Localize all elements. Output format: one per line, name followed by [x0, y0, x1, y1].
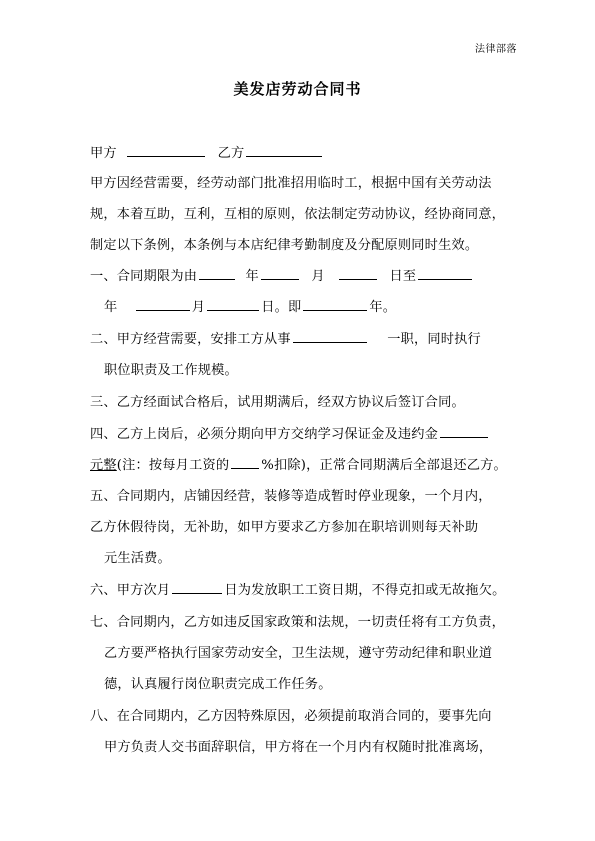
clause-5-line-2: 乙方休假待岗，无补助，如甲方要求乙方参加在职培训则每天补助 — [90, 520, 479, 535]
clause-8-line-2: 甲方负责人交书面辞职信，甲方将在一个月内有权随时批准离场， — [104, 740, 493, 755]
clause-4-blank-amount — [440, 425, 488, 438]
clause-7-line-3: 德，认真履行岗位职责完成工作任务。 — [104, 677, 332, 692]
clause-1-blank-end-day — [207, 298, 259, 311]
clause-1-text-f: 月 — [191, 300, 206, 315]
clause-6-line-1 — [90, 579, 505, 598]
clause-3-line-1: 三、乙方经面试合格后，试用期满后，经双方协议后签订合同。 — [90, 395, 465, 410]
clause-6-text-a: 六、甲方次月 — [90, 583, 171, 598]
clause-1-blank-start-year — [199, 267, 235, 280]
clause-5-line-1: 五、合同期内，店铺因经营，装修等造成暂时停业现象，一个月内， — [90, 489, 492, 504]
clause-1-blank-duration — [303, 298, 367, 311]
clause-5-line-3: 元生活费。 — [104, 551, 171, 566]
party-b-label: 乙方 — [217, 146, 245, 161]
clause-1-line-2 — [104, 296, 396, 315]
clause-4-line-1 — [90, 423, 490, 442]
clause-1-text-g: 日。即 — [261, 300, 302, 315]
intro-line-2: 规，本着互助，互利，互相的原则，依法制定劳动协议，经协商同意， — [90, 207, 506, 222]
clause-1-blank-start-month — [261, 267, 299, 280]
clause-4-text-d: %扣除)，正常合同期满后全部退还乙方。 — [261, 458, 507, 473]
clause-1-text-h: 年。 — [369, 300, 397, 315]
clause-4-text-c: (注：按每月工资的 — [116, 458, 230, 473]
clause-2-text-a: 二、甲方经营需要，安排工方从事 — [90, 332, 291, 347]
clause-4-text-a: 四、乙方上岗后，必须分期向甲方交纳学习保证金及违约金 — [90, 427, 439, 442]
parties-line — [90, 142, 324, 161]
clause-2-text-b: 一职，同时执行 — [387, 332, 481, 347]
party-a-label: 甲方 — [90, 146, 117, 161]
clause-1-line-1 — [90, 265, 474, 284]
clause-7-line-2: 乙方要严格执行国家劳动安全，卫生法规，遵守劳动纪律和职业道 — [104, 646, 493, 661]
clause-1-text-c: 月 — [311, 269, 325, 284]
party-a-blank — [127, 144, 205, 157]
clause-1-text-a: 一、合同期限为由 — [90, 269, 198, 284]
clause-8-line-1: 八、在合同期内，乙方因特殊原因，必须提前取消合同的，要事先向 — [90, 709, 492, 724]
document-title: 美发店劳动合同书 — [233, 80, 362, 98]
party-b-blank — [246, 144, 322, 157]
intro-line-3: 制定以下条例，本条例与本店纪律考勤制度及分配原则同时生效。 — [90, 238, 479, 253]
intro-line-1: 甲方因经营需要，经劳动部门批准招用临时工，根据中国有关劳动法 — [90, 176, 492, 191]
clause-2-line-1 — [90, 328, 481, 347]
clause-2-blank-position — [293, 330, 367, 343]
clause-1-text-b: 年 — [245, 269, 259, 284]
clause-6-blank-day — [172, 581, 222, 594]
clause-2-line-2: 职位职责及工作规模。 — [104, 363, 238, 378]
clause-4-blank-percent — [231, 456, 259, 469]
clause-1-text-e: 年 — [104, 300, 118, 315]
clause-1-blank-end-month — [136, 298, 190, 311]
clause-1-blank-end-year — [418, 267, 472, 280]
clause-1-blank-start-day — [339, 267, 377, 280]
clause-4-line-2 — [90, 454, 507, 473]
header-brand: 法律部落 — [475, 44, 517, 55]
clause-4-text-b: 元整 — [90, 458, 117, 473]
clause-1-text-d: 日至 — [389, 269, 417, 284]
clause-7-line-1: 七、合同期内，乙方如违反国家政策和法规，一切责任将有工方负责， — [90, 615, 506, 630]
clause-6-text-b: 日为发放职工工资日期，不得克扣或无故拖欠。 — [224, 583, 506, 598]
